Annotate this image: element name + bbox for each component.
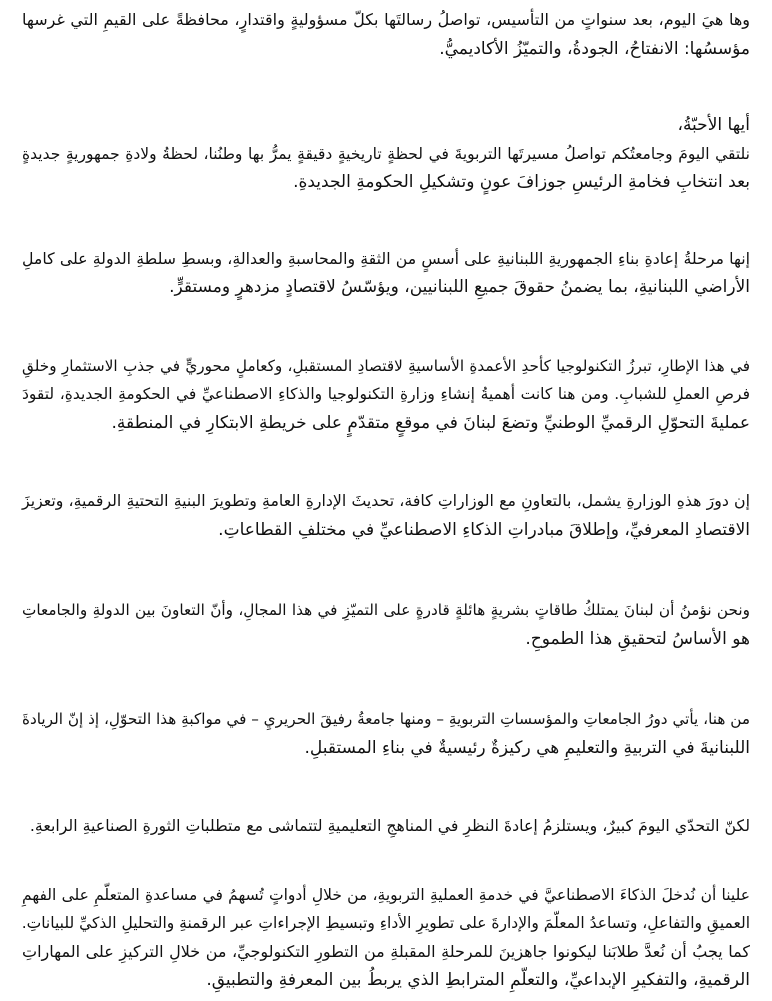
paragraph-line: هو الأساسُ لتحقيقِ هذا الطموحِ. — [525, 628, 750, 649]
paragraph-line: العميقِ والتفاعلِ، وتساعدُ المعلّمَ والإدارةَ على تطويرِ الأداءِ وتبسيطِ الإجراءاتِ عبر الرقمنةِ والتحليلِ الذكيِّ للبياناتِ. — [21, 914, 750, 932]
paragraph-ministry-role — [22, 487, 750, 544]
paragraph-line: عمليةَ التحوّلِ الرقميِّ الوطنيِّ وتضعَ لبنانَ في موقعٍ متقدّمٍ على خريطةِ الابتكارِ في المنطقةِ. — [111, 412, 750, 433]
paragraph-line: إن دورَ هذهِ الوزارةِ يشمل، بالتعاونِ مع الوزاراتِ كافة، تحديثَ الإدارةِ العامةِ وتطويرَ البنيةِ التحتيةِ الرقميةِ، وتعزيزَ — [22, 491, 750, 510]
paragraph-curriculum-challenge — [22, 812, 750, 841]
paragraph-line: إنها مرحلةُ إعادةِ بناءِ الجمهوريةِ اللبنانيةِ على أسسٍ من الثقةِ والمحاسبةِ والعدالةِ، وبسطِ سلطةِ الدولةِ على كاملِ — [22, 248, 750, 268]
paragraph-line: ونحن نؤمنُ أن لبنانَ يمتلكُ طاقاتٍ بشريةٍ هائلةٍ قادرةٍ على التميّزِ في هذا المجالِ، وأنّ التعاونَ بين الدولةِ والجامعاتِ — [22, 601, 750, 619]
paragraph-line: مؤسسُها: الانفتاحُ، الجودةُ، والتميّزُ الأكاديميُّ. — [439, 38, 750, 59]
paragraph-technology-pillar — [22, 352, 750, 438]
paragraph-line: فرصِ العملِ للشبابِ. ومن هنا كانت أهميةُ إنشاءِ وزارةِ التكنولوجيا والذكاءِ الاصطناعيِّ في الحكومةِ الجديدةِ، لتقودَ — [22, 385, 750, 403]
paragraph-greeting-new-republic — [22, 111, 750, 197]
paragraph-line: اللبنانيةَ في التربيةِ والتعليمِ هي ركيزةٌ رئيسيةٌ في بناءِ المستقبلِ. — [304, 737, 750, 758]
paragraph-human-potential — [22, 596, 750, 653]
paragraph-line: في هذا الإطارِ، تبرزُ التكنولوجيا كأحدِ الأعمدةِ الأساسيةِ لاقتصادِ المستقبلِ، وكعاملٍ محوريٍّ في جذبِ الاستثمارِ وخلقِ — [22, 356, 750, 375]
paragraph-line: بعد انتخابِ فخامةِ الرئيسِ جوزافَ عونٍ وتشكيلِ الحكومةِ الجديدةِ. — [293, 172, 750, 192]
paragraph-line: أيها الأحبّةُ، — [677, 115, 750, 135]
paragraph-ai-in-education — [22, 881, 750, 995]
paragraph-universities-role — [22, 705, 750, 762]
paragraph-line: لكنّ التحدّي اليومَ كبيرٌ، ويستلزمُ إعادةَ النظرِ في المناهجِ التعليميةِ لتتماشى مع متطلباتِ الثورةِ الصناعيةِ الرابعةِ. — [29, 816, 750, 835]
paragraph-line: من هنا، يأتي دورُ الجامعاتِ والمؤسساتِ التربويةِ – ومنها جامعةُ رفيقَ الحريريِ – في مواكبةِ هذا التحوّلِ، إذ إنّ الريادةَ — [22, 710, 750, 728]
paragraph-founding-values — [22, 6, 750, 63]
paragraph-line: الرقميةِ، والتفكيرِ الإبداعيِّ، والتعلّمِ المترابطِ الذي يربطُ بين المعرفةِ والتطبيقِ. — [206, 970, 750, 990]
paragraph-line: الاقتصادِ المعرفيِّ، وإطلاقَ مبادراتِ الذكاءِ الاصطناعيِّ في مختلفِ القطاعاتِ. — [218, 519, 750, 540]
paragraph-line: كما يجبُ أن نُعدَّ طلابَنا ليكونوا جاهزينَ للمرحلةِ المقبلةِ من التطورِ التكنولوجيِّ، من خلالِ التركيزِ على المهاراتِ — [22, 941, 750, 961]
paragraph-line: الأراضي اللبنانيةِ، بما يضمنُ حقوقَ جميعِ اللبنانيين، ويؤسّسُ لاقتصادٍ مزدهرٍ ومستقرٍّ. — [169, 277, 750, 297]
paragraph-line: علينا أن نُدخلَ الذكاءَ الاصطناعيَّ في خدمةِ العمليةِ التربويةِ، من خلالِ أدواتٍ تُسهمُ في مساعدةِ المتعلّمِ على الفهمِ — [22, 885, 750, 904]
paragraph-rebuilding-state — [22, 245, 750, 302]
paragraph-line: وها هيَ اليوم، بعد سنواتٍ من التأسيس، تواصلُ رسالتَها بكلّ مسؤوليةٍ واقتدارٍ، محافظةً على القيمِ التي غرسها — [22, 10, 750, 29]
paragraph-line: نلتقي اليومَ وجامعتُكم تواصلُ مسيرتَها التربويةَ في لحظةٍ تاريخيةٍ دقيقةٍ يمرُّ بها وطنُنا، لحظةُ ولادةِ جمهوريةٍ جديدةٍ — [22, 144, 750, 163]
